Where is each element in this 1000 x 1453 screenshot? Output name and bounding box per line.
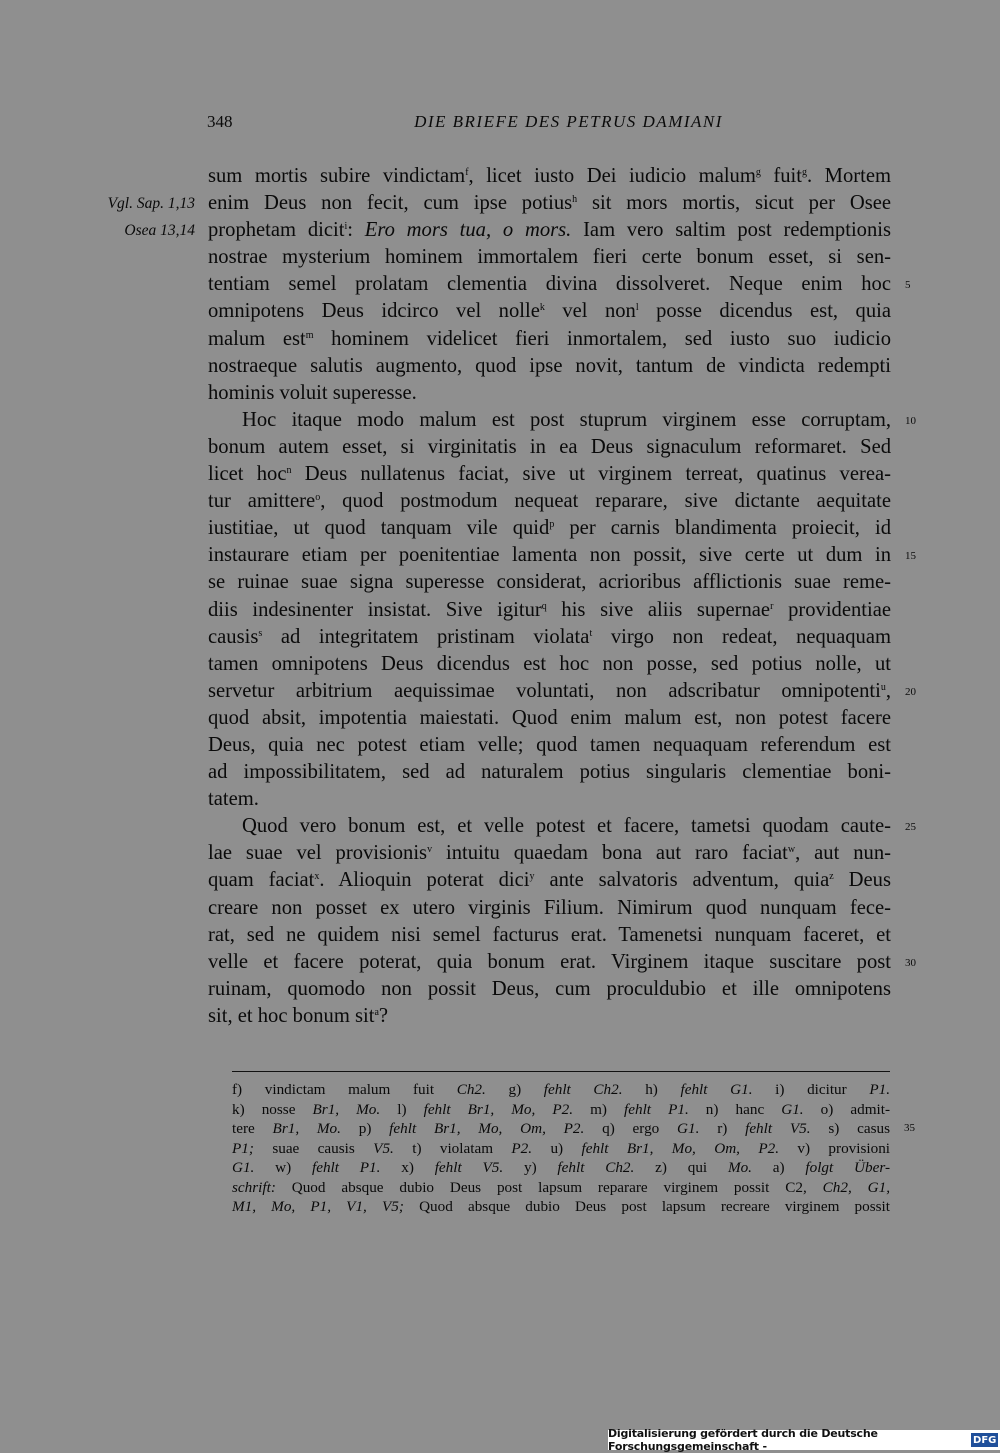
text-line: diis indesinenter insistat. Sive igitur$^q$ his sive aliis supernae$^r$ providentiae: [208, 598, 892, 621]
funding-notice: Digitalisierung gefördert durch die Deutsche Forschungsgemeinschaft -: [608, 1427, 878, 1453]
footnote-line: P1; suae causis V5. t) violatam P2. u) fehlt Br1, Mo, Om, P2. v) provisioni: [232, 1139, 891, 1157]
text-line: sum mortis subire vindictam$^f$, licet iusto Dei iudicio malum$^g$ fuit$^g$. Mortem: [208, 165, 892, 187]
line-number: 10: [905, 414, 916, 427]
main-text: [107, 163, 916, 1030]
text-line: Hoc itaque modo malum est post stuprum virginem esse corruptam, 10: [208, 407, 891, 434]
text-line: ruinam, quomodo non possit Deus, cum proculdubio et ille omnipotens: [208, 977, 891, 1000]
text-line: causis$^s$ ad integritatem pristinam violata$^t$ virgo non redeat, nequaquam: [208, 625, 891, 648]
text-line: tentiam semel prolatam clementia divina dissolveret. Neque enim hoc 5: [208, 271, 891, 298]
margin-note: Osea 13,14: [124, 222, 195, 240]
running-title: DIE BRIEFE DES PETRUS DAMIANI: [414, 112, 723, 131]
digitization-footer: [608, 1427, 1000, 1453]
text-line: rat, sed ne quidem nisi semel facturus erat. Tamenetsi nunquam faceret, et: [208, 923, 891, 946]
text-line: lae suae vel provisionis$^v$ intuitu quaedam bona aut raro faciat$^w$, aut nun-: [208, 842, 891, 865]
margin-note: Vgl. Sap. 1,13: [107, 195, 195, 213]
footnote-line: G1. w) fehlt P1. x) fehlt V5. y) fehlt Ch2. z) qui Mo. a) folgt Über-: [232, 1159, 890, 1176]
text-line: instaurare etiam per poenitentiae lamenta non possit, sive certe ut dum in 15: [208, 542, 891, 569]
footnote-line: M1, Mo, P1, V1, V5; Quod absque dubio Deus post lapsum recreare virginem possit: [232, 1198, 890, 1215]
footnotes: [232, 1080, 915, 1217]
line-number: 35: [904, 1122, 915, 1134]
line-number: 15: [905, 550, 916, 563]
line-number: 30: [905, 956, 916, 969]
text-line: ad impossibilitatem, sed ad naturalem potius singularis clementiae boni-: [208, 761, 891, 784]
page-number: 348: [207, 112, 233, 131]
text-line: servetur arbitrium aequissimae voluntati, non adscribatur omnipotenti$^u$, 20: [208, 678, 891, 705]
text-line: creare non posset ex utero virginis Filium. Nimirum quod nunquam fece-: [208, 896, 891, 919]
line-number: 20: [905, 685, 916, 698]
text-line: bonum autem esset, si virginitatis in ea Deus signaculum reformaret. Sed: [208, 435, 891, 458]
text-line: omnipotens Deus idcirco vel nolle$^k$ vel non$^l$ posse dicendus est, quia: [208, 300, 891, 323]
text-line: tur amittere$^o$, quod postmodum nequeat reparare, sive dictante aequitate: [208, 490, 891, 513]
text-line: se ruinae suae signa superesse considerat, acrioribus afflictionis suae reme-: [208, 571, 891, 594]
line-number: 25: [905, 821, 916, 834]
dfg-logo: DFG: [973, 1434, 997, 1446]
text-line: Quod vero bonum est, et velle potest et facere, tametsi quodam caute- 25: [208, 813, 891, 840]
page-header: [207, 112, 890, 138]
text-line: quod absit, impotentia maiestati. Quod enim malum est, non potest facere: [208, 706, 891, 729]
text-line: Osea 13,14 prophetam dicit$^i$: Ero mors tua, o mors. Iam vero saltim post redemptionis: [208, 217, 891, 244]
text-line: malum est$^m$ hominem videlicet fieri inmortalem, sed iusto suo iudicio: [208, 327, 891, 350]
footnote-line: schrift: Quod absque dubio Deus post lapsum reparare virginem possit C2, Ch2, G1,: [232, 1178, 890, 1196]
text-line: nostraeque salutis augmento, quod ipse novit, tantum de vindicta redempti: [208, 354, 891, 377]
text-line: licet hoc$^n$ Deus nullatenus faciat, sive ut virginem terreat, quatinus verea-: [208, 463, 891, 486]
text-line: hominis voluit superesse.: [208, 381, 417, 404]
text-line: Vgl. Sap. 1,13 enim Deus non fecit, cum ipse potius$^h$ sit mors mortis, sicut per Osee: [208, 190, 891, 217]
footnote-line: f) vindictam malum fuit Ch2. g) fehlt Ch2. h) fehlt G1. i) dicitur P1.: [232, 1081, 891, 1098]
footnote-line: tere Br1, Mo. p) fehlt Br1, Mo, Om, P2. q) ergo G1. r) fehlt V5. s) casus 35: [232, 1119, 890, 1139]
text-line: quam faciat$^x$. Alioquin poterat dici$^y$ ante salvatoris adventum, quia$^z$ Deus: [208, 869, 891, 892]
footnote-divider: [232, 1071, 890, 1072]
footnote-line: k) nosse Br1, Mo. l) fehlt Br1, Mo, P2. m) fehlt P1. n) hanc G1. o) admit-: [232, 1100, 891, 1118]
line-number: 5: [905, 279, 911, 292]
text-line: iustitiae, ut quod tanquam vile quid$^p$ per carnis blandimenta proiecit, id: [208, 517, 891, 540]
text-line: nostrae mysterium hominem immortalem fieri certe bonum esset, si sen-: [208, 246, 891, 269]
text-line: sit, et hoc bonum sit$^a$?: [208, 1004, 389, 1027]
text-line: tatem.: [208, 788, 259, 811]
text-line: velle et facere poterat, quia bonum erat. Virginem itaque suscitare post 30: [208, 949, 891, 976]
text-line: Deus, quia nec potest etiam velle; quod tamen nequaquam referendum est: [208, 733, 891, 756]
text-line: tamen omnipotens Deus dicendus est hoc non posse, sed potius nolle, ut: [208, 652, 891, 675]
